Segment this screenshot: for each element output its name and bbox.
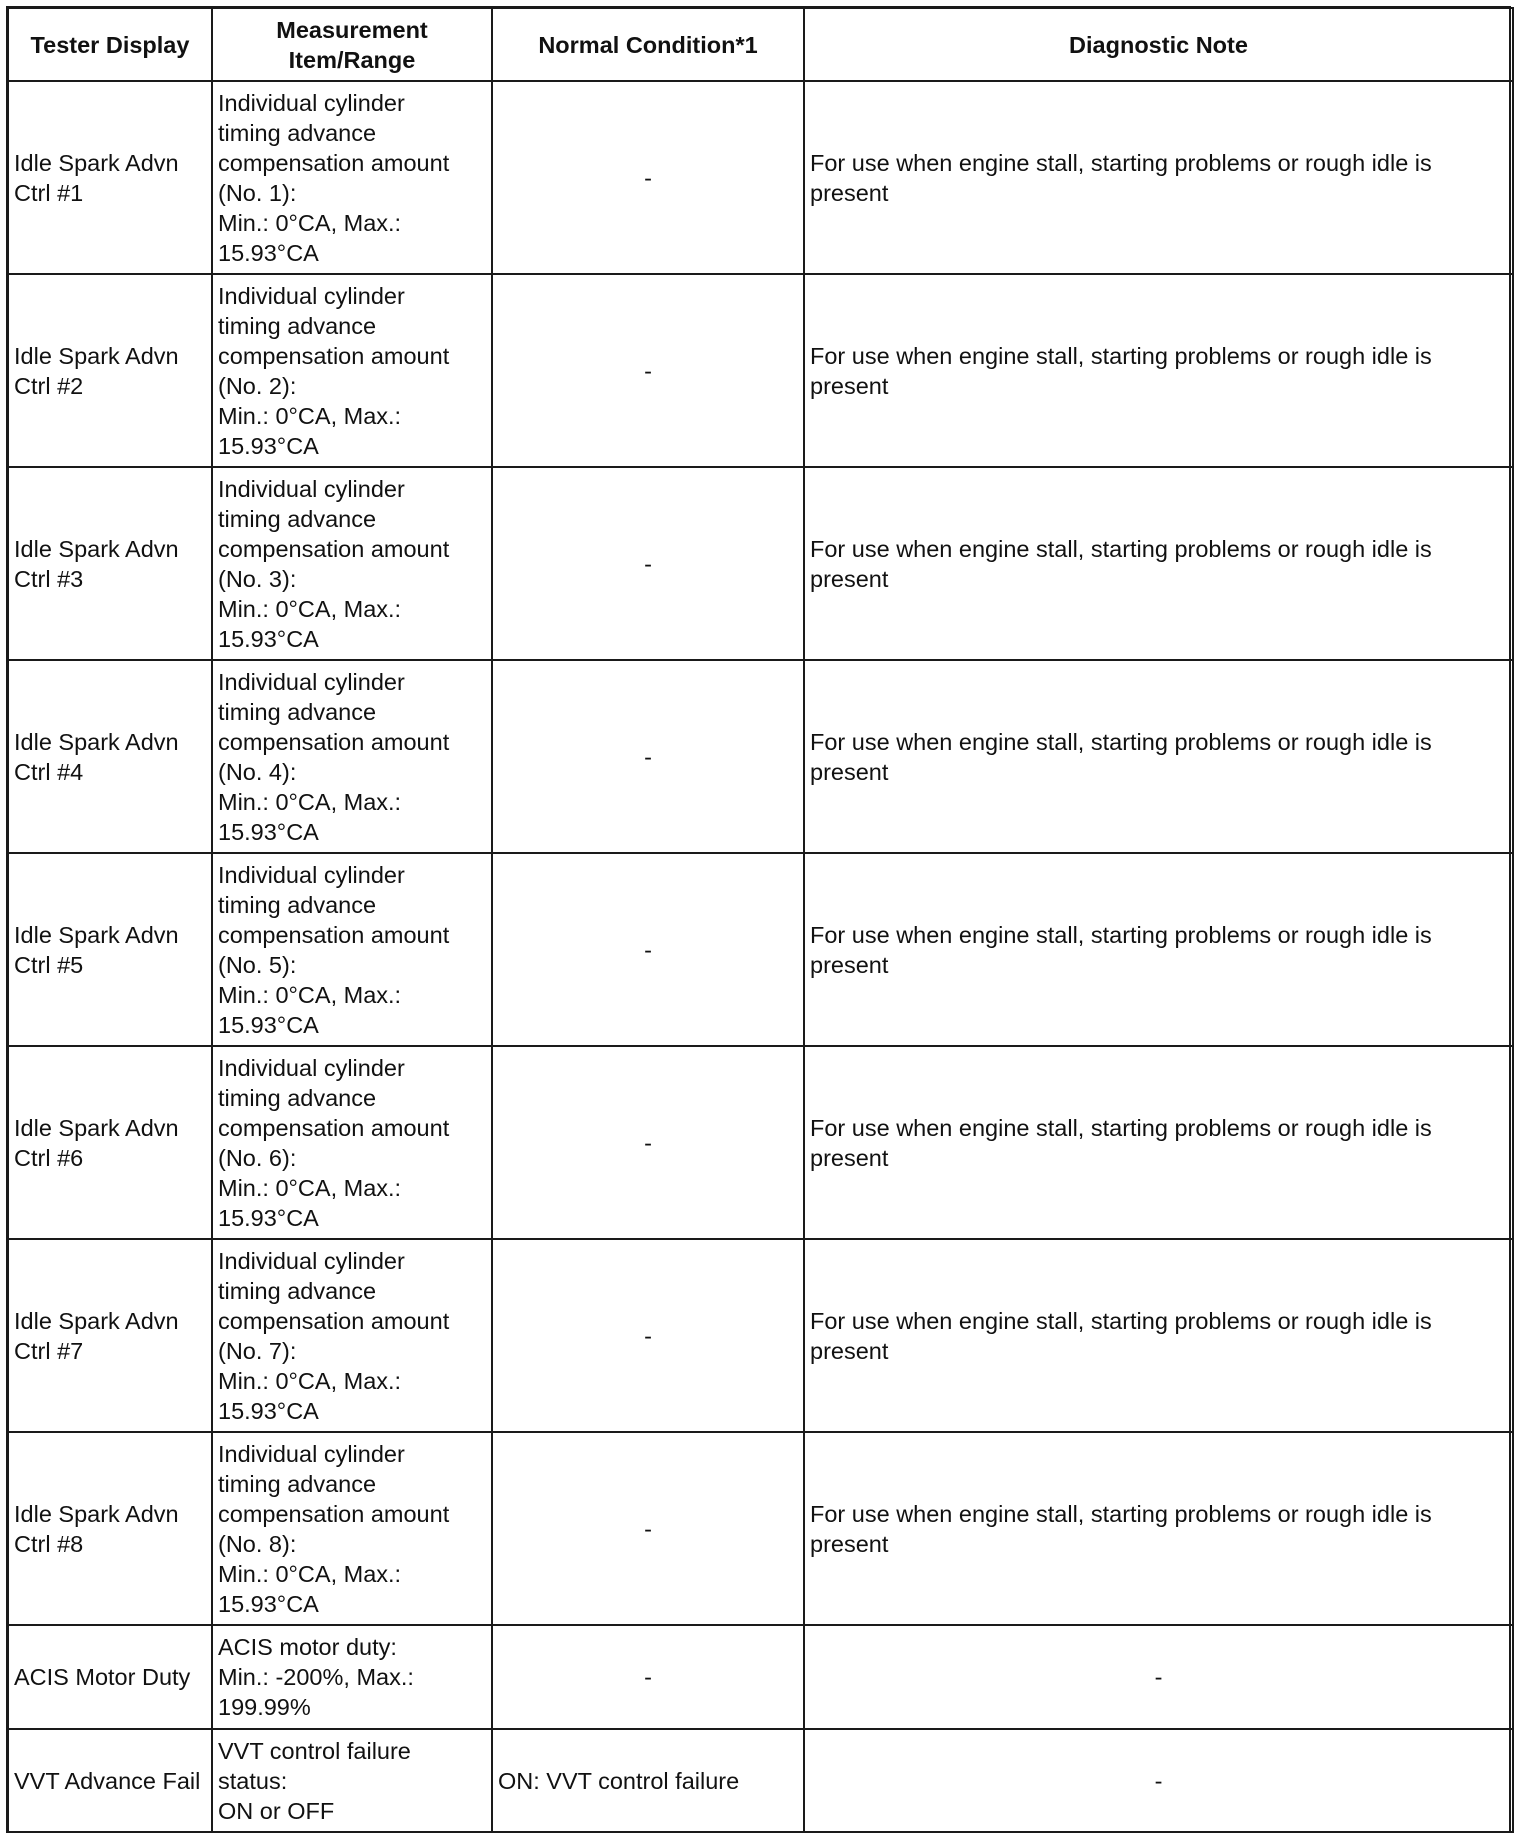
cell-diagnostic-note: For use when engine stall, starting problems or rough idle is present: [804, 660, 1513, 853]
measurement-line: Individual cylinder: [218, 475, 405, 502]
measurement-line: ON or OFF: [218, 1797, 335, 1824]
table-row: [8, 1239, 1513, 1432]
table-row: [8, 81, 1513, 274]
cell-measurement-item-range: [212, 1729, 492, 1832]
cell-normal-condition: -: [492, 467, 804, 660]
measurement-line: 15.93°CA: [218, 1397, 319, 1424]
measurement-line: compensation amount: [218, 728, 450, 755]
measurement-line: 15.93°CA: [218, 625, 319, 652]
cell-measurement-item-range: [212, 81, 492, 274]
cell-measurement-item-range: [212, 853, 492, 1046]
cell-normal-condition: -: [492, 274, 804, 467]
measurement-line: 15.93°CA: [218, 432, 319, 459]
cell-measurement-item-range: [212, 467, 492, 660]
cell-normal-condition: ON: VVT control failure: [492, 1729, 804, 1832]
measurement-line: 15.93°CA: [218, 1011, 319, 1038]
table-body: [8, 81, 1513, 1832]
measurement-line: Individual cylinder: [218, 1054, 405, 1081]
measurement-line: timing advance: [218, 312, 377, 339]
measurement-line: compensation amount: [218, 921, 450, 948]
header-diagnostic-note: Diagnostic Note: [804, 8, 1513, 81]
header-normal-condition: Normal Condition*1: [492, 8, 804, 81]
cell-measurement-item-range: [212, 1239, 492, 1432]
table-row: [8, 660, 1513, 853]
measurement-line: (No. 7):: [218, 1337, 297, 1364]
table-row: [8, 1046, 1513, 1239]
measurement-line: (No. 6):: [218, 1144, 297, 1171]
measurement-line: compensation amount: [218, 1114, 450, 1141]
table-row: [8, 853, 1513, 1046]
measurement-line: Min.: 0°CA, Max.:: [218, 595, 402, 622]
cell-tester-display: Idle Spark Advn Ctrl #1: [8, 81, 212, 274]
cell-measurement-item-range: [212, 274, 492, 467]
measurement-line: Min.: 0°CA, Max.:: [218, 1174, 402, 1201]
cell-diagnostic-note: For use when engine stall, starting problems or rough idle is present: [804, 1432, 1513, 1625]
measurement-line: (No. 5):: [218, 951, 297, 978]
cell-diagnostic-note: For use when engine stall, starting problems or rough idle is present: [804, 81, 1513, 274]
measurement-line: (No. 1):: [218, 179, 297, 206]
measurement-line: Min.: 0°CA, Max.:: [218, 981, 402, 1008]
measurement-line: Individual cylinder: [218, 89, 405, 116]
cell-measurement-item-range: [212, 1046, 492, 1239]
cell-tester-display: ACIS Motor Duty: [8, 1625, 212, 1729]
measurement-line: Min.: 0°CA, Max.:: [218, 1367, 402, 1394]
measurement-line: Individual cylinder: [218, 861, 405, 888]
measurement-line: VVT control failure: [218, 1737, 411, 1764]
measurement-line: timing advance: [218, 1277, 377, 1304]
cell-diagnostic-note: For use when engine stall, starting problems or rough idle is present: [804, 274, 1513, 467]
measurement-line: Min.: 0°CA, Max.:: [218, 788, 402, 815]
cell-diagnostic-note: For use when engine stall, starting problems or rough idle is present: [804, 1239, 1513, 1432]
measurement-line: ACIS motor duty:: [218, 1634, 397, 1660]
measurement-line: compensation amount: [218, 149, 450, 176]
measurement-line: timing advance: [218, 1084, 377, 1111]
measurement-line: compensation amount: [218, 1500, 450, 1527]
header-measurement-item-range: [212, 8, 492, 81]
measurement-line: compensation amount: [218, 535, 450, 562]
measurement-line: Min.: -200%, Max.:: [218, 1664, 414, 1690]
table-row: [8, 1432, 1513, 1625]
cell-tester-display: Idle Spark Advn Ctrl #5: [8, 853, 212, 1046]
measurement-line: (No. 3):: [218, 565, 297, 592]
table-row: [8, 274, 1513, 467]
measurement-line: 199.99%: [218, 1694, 311, 1720]
measurement-line: Individual cylinder: [218, 1247, 405, 1274]
cell-tester-display: Idle Spark Advn Ctrl #7: [8, 1239, 212, 1432]
measurement-line: (No. 8):: [218, 1530, 297, 1557]
cell-diagnostic-note: For use when engine stall, starting problems or rough idle is present: [804, 853, 1513, 1046]
cell-tester-display: Idle Spark Advn Ctrl #8: [8, 1432, 212, 1625]
cell-normal-condition: -: [492, 660, 804, 853]
measurement-line: timing advance: [218, 505, 377, 532]
cell-diagnostic-note: For use when engine stall, starting problems or rough idle is present: [804, 1046, 1513, 1239]
measurement-line: Min.: 0°CA, Max.:: [218, 402, 402, 429]
measurement-line: Individual cylinder: [218, 668, 405, 695]
measurement-line: Individual cylinder: [218, 1440, 405, 1467]
cell-tester-display: Idle Spark Advn Ctrl #4: [8, 660, 212, 853]
measurement-line: Individual cylinder: [218, 282, 405, 309]
table-row: [8, 1729, 1513, 1832]
cell-tester-display: Idle Spark Advn Ctrl #2: [8, 274, 212, 467]
cell-diagnostic-note: -: [804, 1625, 1513, 1729]
measurement-line: status:: [218, 1767, 288, 1794]
measurement-line: timing advance: [218, 891, 377, 918]
measurement-line: (No. 2):: [218, 372, 297, 399]
cell-normal-condition: -: [492, 1432, 804, 1625]
data-list-table: [7, 7, 1514, 1833]
cell-tester-display: Idle Spark Advn Ctrl #3: [8, 467, 212, 660]
cell-normal-condition: -: [492, 81, 804, 274]
measurement-line: compensation amount: [218, 342, 450, 369]
measurement-line: (No. 4):: [218, 758, 297, 785]
measurement-line: Min.: 0°CA, Max.:: [218, 209, 402, 236]
header-measurement-line: Item/Range: [288, 46, 416, 73]
measurement-line: timing advance: [218, 1470, 377, 1497]
measurement-line: timing advance: [218, 119, 377, 146]
cell-normal-condition: -: [492, 1625, 804, 1729]
cell-measurement-item-range: [212, 1625, 492, 1729]
cell-normal-condition: -: [492, 1239, 804, 1432]
header-tester-display: Tester Display: [8, 8, 212, 81]
measurement-line: 15.93°CA: [218, 1204, 319, 1231]
measurement-line: 15.93°CA: [218, 239, 319, 266]
cell-diagnostic-note: -: [804, 1729, 1513, 1832]
cell-measurement-item-range: [212, 1432, 492, 1625]
cell-normal-condition: -: [492, 853, 804, 1046]
cell-diagnostic-note: For use when engine stall, starting problems or rough idle is present: [804, 467, 1513, 660]
cell-tester-display: Idle Spark Advn Ctrl #6: [8, 1046, 212, 1239]
header-measurement-line: Measurement: [276, 16, 428, 43]
measurement-line: Min.: 0°CA, Max.:: [218, 1560, 402, 1587]
measurement-line: timing advance: [218, 698, 377, 725]
cell-normal-condition: -: [492, 1046, 804, 1239]
table-header-row: [8, 8, 1513, 81]
measurement-line: 15.93°CA: [218, 818, 319, 845]
measurement-line: compensation amount: [218, 1307, 450, 1334]
table-row: [8, 467, 1513, 660]
cell-tester-display: VVT Advance Fail: [8, 1729, 212, 1832]
cell-measurement-item-range: [212, 660, 492, 853]
table-row: [8, 1625, 1513, 1729]
measurement-line: 15.93°CA: [218, 1590, 319, 1617]
